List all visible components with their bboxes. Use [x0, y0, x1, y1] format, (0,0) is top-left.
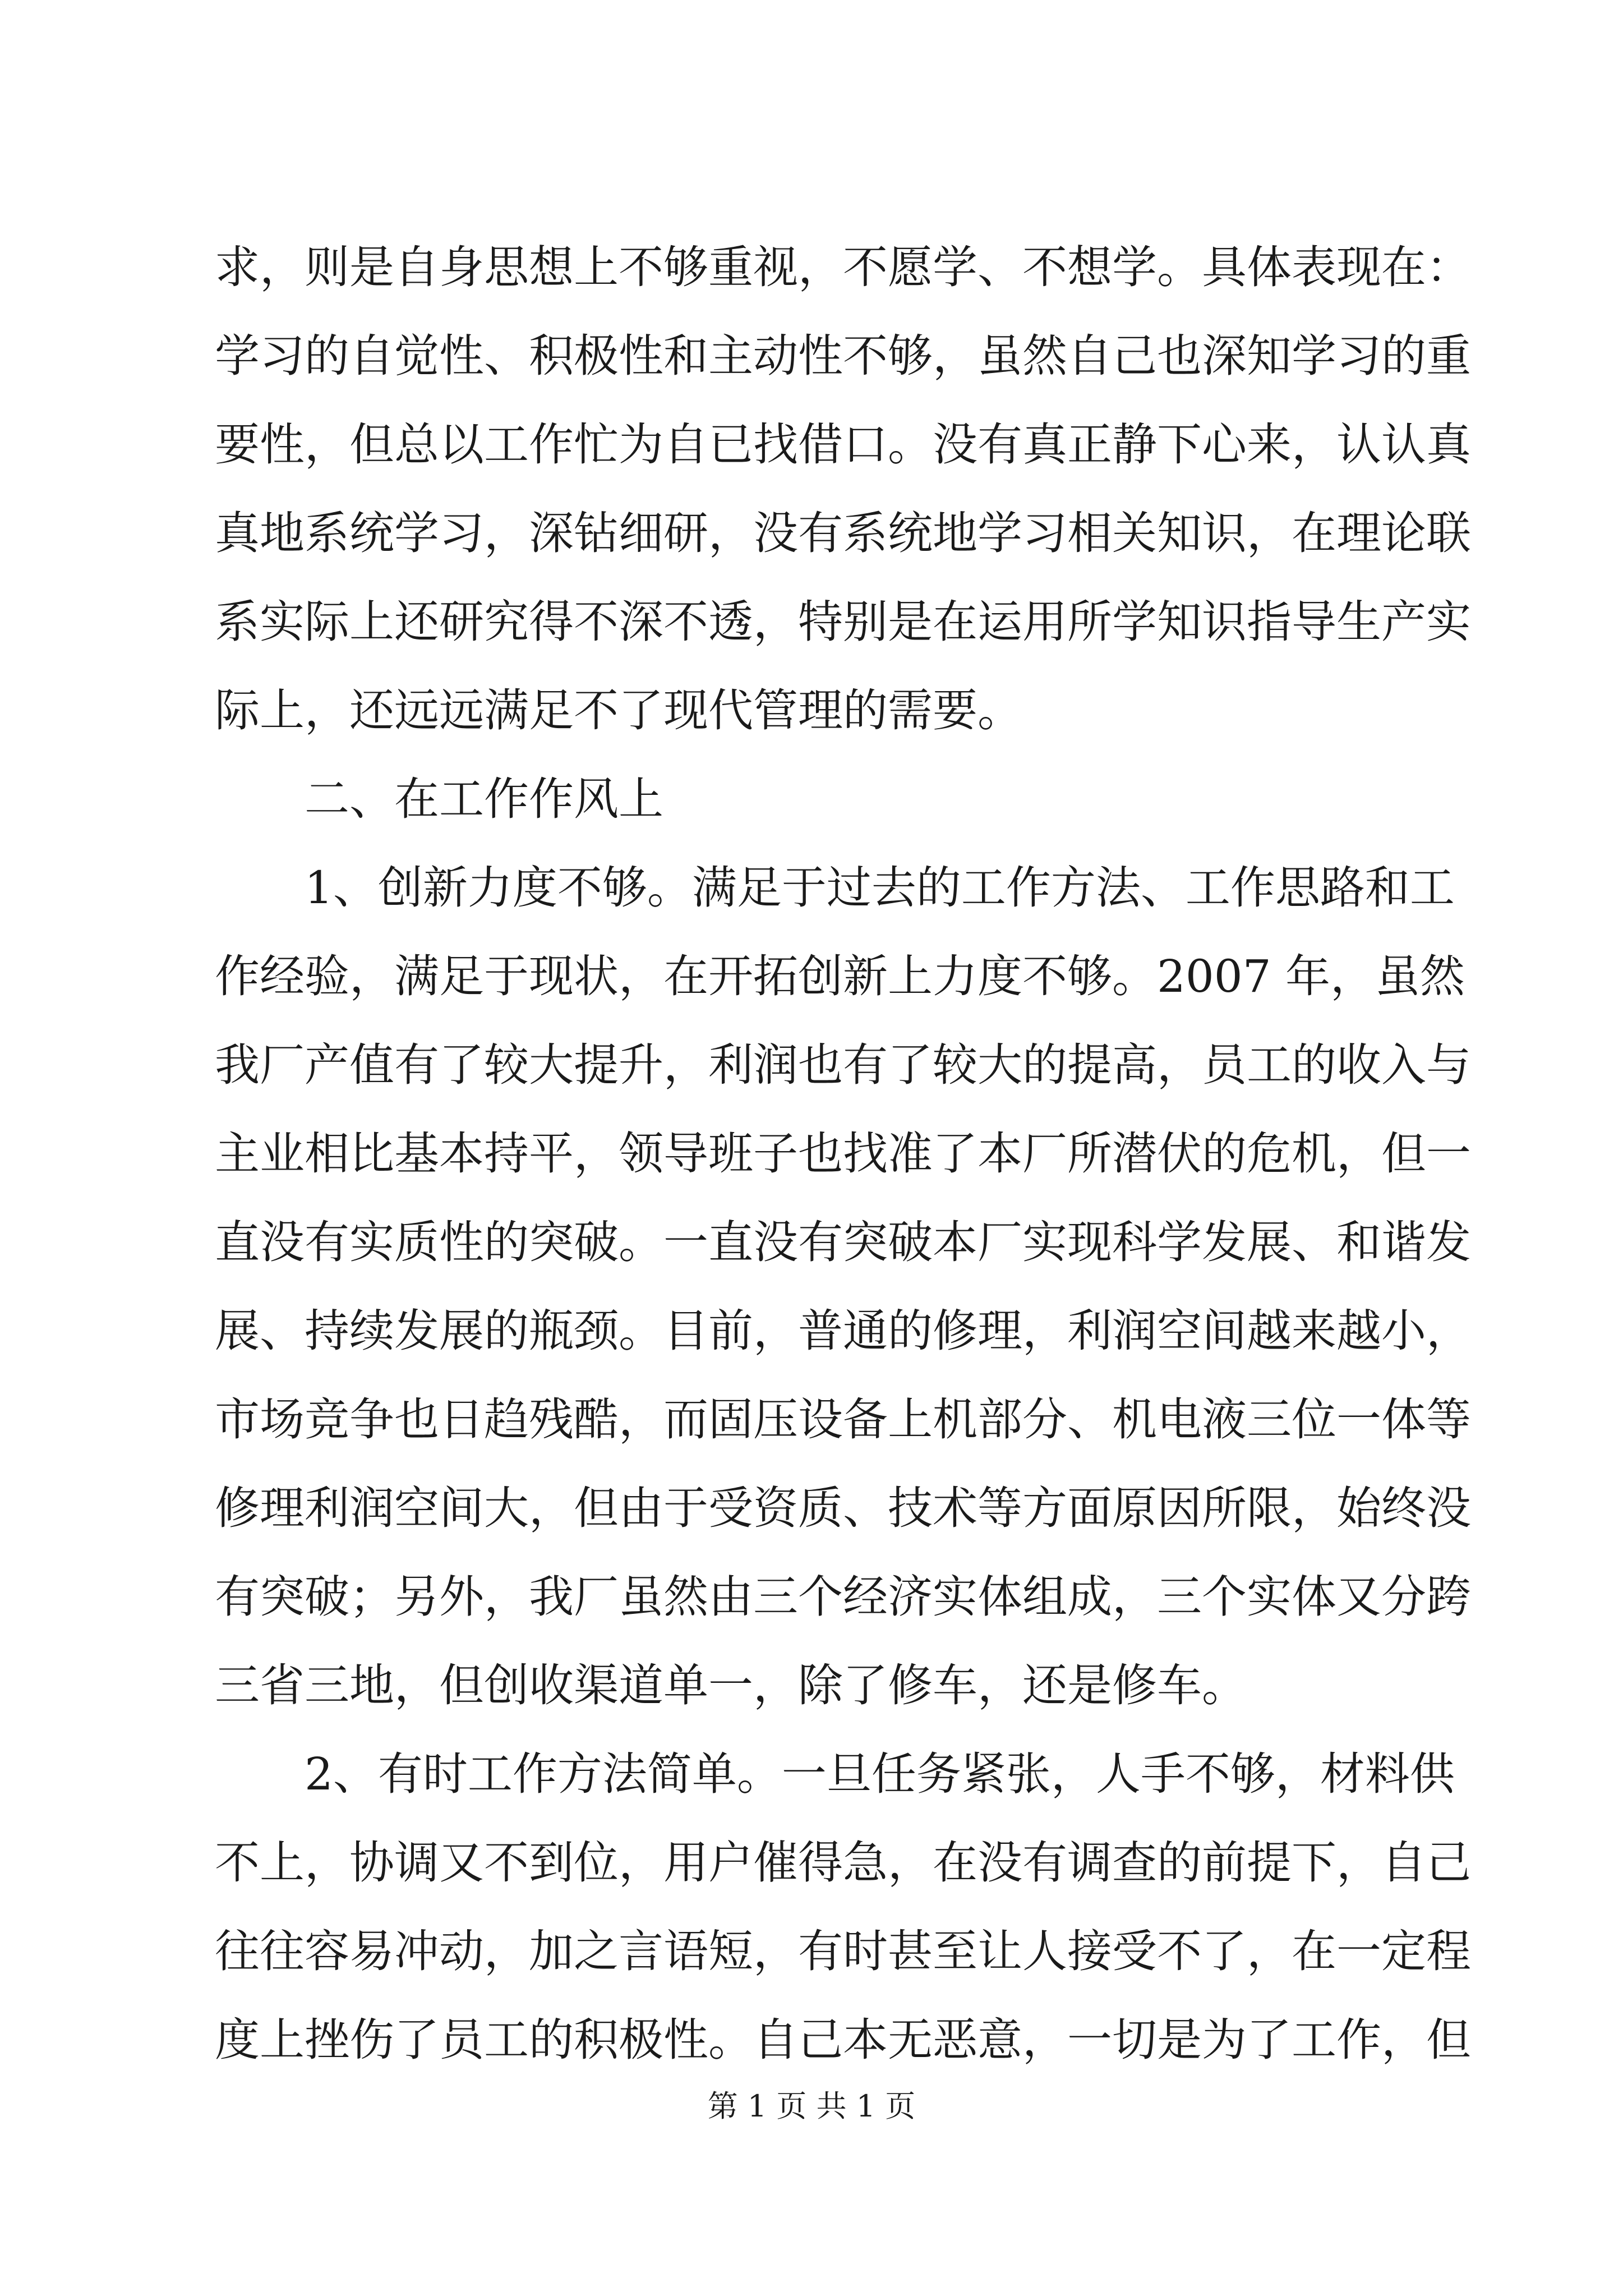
paragraph-line: 要性，但总以工作忙为自已找借口。没有真正静下心来，认认真	[215, 418, 1471, 471]
paragraph-line: 有突破；另外，我厂虽然由三个经济实体组成，三个实体又分跨	[215, 1571, 1471, 1623]
page-footer: 第 1 页 共 1 页	[707, 2088, 916, 2124]
paragraph-line: 系实际上还研究得不深不透，特别是在运用所学知识指导生产实	[215, 596, 1471, 648]
paragraph-line: 往往容易冲动，加之言语短，有时甚至让人接受不了，在一定程	[215, 1925, 1471, 1977]
paragraph-line: 主业相比基本持平，领导班子也找准了本厂所潜伏的危机，但一	[215, 1128, 1471, 1180]
paragraph-line: 度上挫伤了员工的积极性。自己本无恶意，一切是为了工作，但	[215, 2014, 1471, 2066]
paragraph-line: 真地系统学习，深钻细研，没有系统地学习相关知识，在理论联	[215, 507, 1471, 559]
paragraph-line: 修理利润空间大，但由于受资质、技术等方面原因所限，始终没	[215, 1482, 1471, 1534]
paragraph-line: 求，则是自身思想上不够重视，不愿学、不想学。具体表现在：	[215, 241, 1471, 293]
paragraph-line: 作经验，满足于现状，在开拓创新上力度不够。2007 年，虽然	[215, 950, 1465, 1002]
paragraph-line: 市场竞争也日趋残酷，而固压设备上机部分、机电液三位一体等	[215, 1393, 1471, 1446]
paragraph-line: 际上，还远远满足不了现代管理的需要。	[215, 684, 1022, 737]
paragraph-line: 三省三地，但创收渠道单一，除了修车，还是修车。	[215, 1659, 1247, 1711]
paragraph-line: 不上，协调又不到位，用户催得急，在没有调查的前提下，自己	[215, 1837, 1471, 1889]
paragraph-line: 2、有时工作方法简单。一旦任务紧张，人手不够，材料供	[305, 1748, 1455, 1800]
paragraph-line: 学习的自觉性、积极性和主动性不够，虽然自己也深知学习的重	[215, 330, 1471, 382]
section-heading: 二、在工作作风上	[305, 773, 663, 825]
paragraph-line: 直没有实质性的突破。一直没有突破本厂实现科学发展、和谐发	[215, 1216, 1471, 1268]
paragraph-line: 我厂产值有了较大提升，利润也有了较大的提高，员工的收入与	[215, 1039, 1471, 1091]
document-body	[215, 223, 1471, 2085]
paragraph-line: 展、持续发展的瓶颈。目前，普通的修理，利润空间越来越小，	[215, 1305, 1471, 1357]
paragraph-line: 1、创新力度不够。满足于过去的工作方法、工作思路和工	[305, 862, 1455, 914]
